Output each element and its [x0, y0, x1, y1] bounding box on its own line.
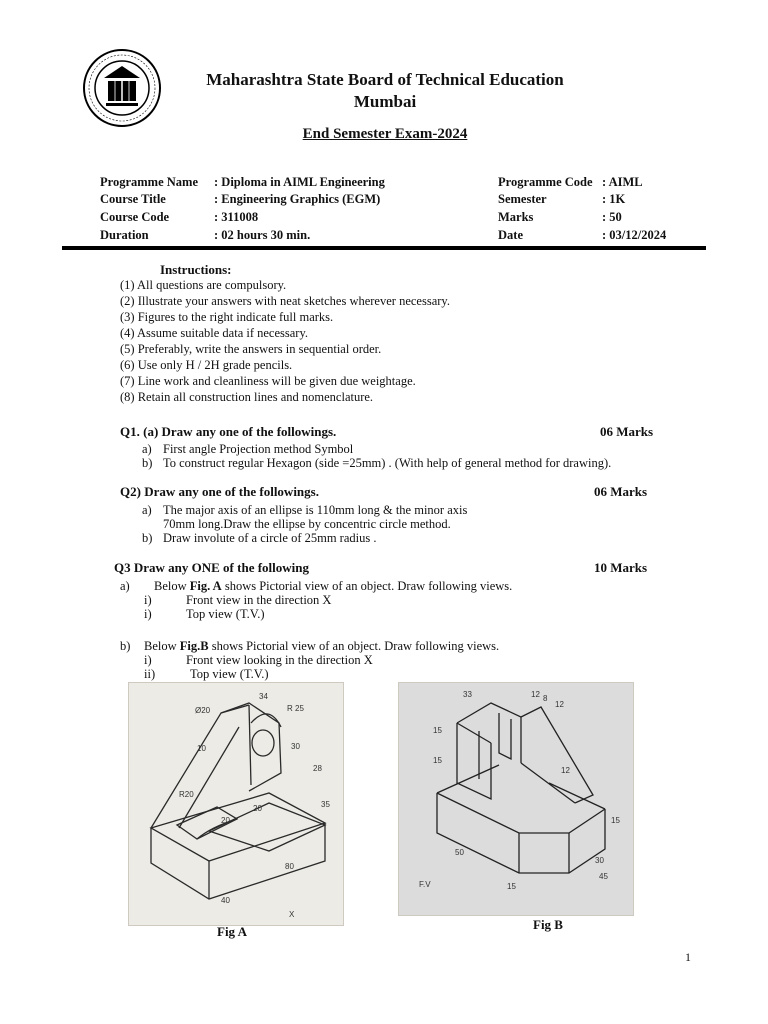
dim-15-d: 15: [507, 882, 516, 891]
meta-right-label-0: Programme Code: [498, 175, 593, 189]
q3-a-ii-text: Top view (T.V.): [186, 607, 265, 621]
dim-28: 28: [313, 764, 322, 773]
dim-40: 40: [221, 896, 230, 905]
q2-b-label: b): [142, 531, 153, 545]
dim-15-a: 15: [433, 726, 442, 735]
fig-b-ref: Fig.B: [179, 639, 209, 653]
dim-12-b: 12: [555, 700, 564, 709]
dim-35: 35: [321, 800, 330, 809]
q3-title: Q3 Draw any ONE of the following: [114, 560, 309, 575]
instruction-item: (6) Use only H / 2H grade pencils.: [120, 358, 293, 372]
fv-label: F.V: [419, 880, 431, 889]
instruction-item: (4) Assume suitable data if necessary.: [120, 326, 309, 340]
dim-12-c: 12: [561, 766, 570, 775]
dim-45: 45: [599, 872, 608, 881]
dim-r25: R 25: [287, 704, 304, 713]
instruction-item: (5) Preferably, write the answers in sequential order.: [120, 342, 382, 356]
q1-b-text: To construct regular Hexagon (side =25mm) . (With help of general method for drawing).: [163, 456, 612, 470]
meta-right-value-0: : AIML: [602, 175, 643, 189]
instruction-item: (1) All questions are compulsory.: [120, 278, 287, 292]
q1-title: Q1. (a) Draw any one of the followings.: [120, 424, 337, 439]
dim-34: 34: [259, 692, 268, 701]
direction-x: X: [289, 910, 295, 919]
page-number: 1: [685, 950, 691, 964]
instruction-item: (8) Retain all construction lines and nomenclature.: [120, 390, 374, 404]
meta-left-label-2: Course Code: [100, 210, 170, 224]
dim-50: 50: [455, 848, 464, 857]
dim-33: 33: [463, 690, 472, 699]
q3-b-ii-text: Top view (T.V.): [190, 667, 269, 681]
msbte-logo: [82, 48, 162, 128]
meta-right-label-1: Semester: [498, 192, 547, 206]
dim-80: 80: [285, 862, 294, 871]
instruction-item: (7) Line work and cleanliness will be given due weightage.: [120, 374, 416, 388]
q1-a-label: a): [142, 442, 152, 456]
figure-a-drawing: [128, 682, 344, 926]
dim-30: 30: [291, 742, 300, 751]
meta-left-label-1: Course Title: [100, 192, 166, 206]
dim-8: 8: [543, 694, 548, 703]
meta-left-value-1: : Engineering Graphics (EGM): [214, 192, 381, 206]
dim-30: 30: [595, 856, 604, 865]
fig-a-caption: Fig A: [217, 924, 247, 939]
q1-marks: 06 Marks: [600, 424, 654, 439]
q3-a-text: Below Fig. A shows Pictorial view of an object. Draw following views.: [154, 579, 513, 593]
meta-right-label-3: Date: [498, 228, 523, 242]
q3-b-i-label: i): [144, 653, 152, 667]
dim-15-c: 15: [611, 816, 620, 825]
q3-a-label: a): [120, 579, 130, 593]
instructions-list: [120, 277, 450, 405]
meta-left-value-2: : 311008: [214, 210, 259, 224]
dim-dia20: Ø20: [195, 706, 211, 715]
q3-b-text: Below Fig.B shows Pictorial view of an object. Draw following views.: [144, 639, 500, 653]
dim-20-top: 20: [253, 804, 262, 813]
instruction-item: (3) Figures to the right indicate full marks.: [120, 310, 334, 324]
board-city: Mumbai: [353, 92, 417, 111]
meta-right-value-1: : 1K: [602, 192, 626, 206]
q2-a-text-2: 70mm long.Draw the ellipse by concentric circle method.: [163, 517, 451, 531]
q3-a-i-text: Front view in the direction X: [186, 593, 332, 607]
q1-a-text: First angle Projection method Symbol: [163, 442, 354, 456]
q3-a-i-label: i): [144, 593, 152, 607]
q3-a-ii-label: i): [144, 607, 152, 621]
instructions-title: Instructions:: [160, 262, 232, 277]
q1-b-label: b): [142, 456, 153, 470]
meta-left-value-0: : Diploma in AIML Engineering: [214, 175, 385, 189]
header-divider: [62, 246, 706, 250]
dim-15-b: 15: [433, 756, 442, 765]
meta-left-label-0: Programme Name: [100, 175, 198, 189]
q2-b-text: Draw involute of a circle of 25mm radius .: [163, 531, 377, 545]
dim-10: 10: [197, 744, 206, 753]
q2-a-label: a): [142, 503, 152, 517]
meta-left-label-3: Duration: [100, 228, 149, 242]
dim-12-a: 12: [531, 690, 540, 699]
board-name: Maharashtra State Board of Technical Education: [206, 70, 564, 89]
q2-title: Q2) Draw any one of the followings.: [120, 484, 319, 499]
instruction-item: (2) Illustrate your answers with neat sketches wherever necessary.: [120, 294, 450, 308]
q3-b-i-text: Front view looking in the direction X: [186, 653, 373, 667]
meta-right-label-2: Marks: [498, 210, 534, 224]
meta-right-value-2: : 50: [602, 210, 622, 224]
dim-20-slot: 20: [221, 816, 230, 825]
fig-b-caption: Fig B: [533, 917, 563, 932]
exam-title: End Semester Exam-2024: [302, 126, 468, 142]
q2-marks: 06 Marks: [594, 484, 648, 499]
q3-b-ii-label: ii): [144, 667, 156, 681]
figure-b-drawing: [398, 682, 634, 916]
meta-left-value-3: : 02 hours 30 min.: [214, 228, 311, 242]
fig-a-ref: Fig. A: [189, 579, 222, 593]
meta-right-value-3: : 03/12/2024: [602, 228, 667, 242]
q3-b-label: b): [120, 639, 131, 653]
q3-marks: 10 Marks: [594, 560, 648, 575]
dim-r20: R20: [179, 790, 194, 799]
q2-a-text-1: The major axis of an ellipse is 110mm long & the minor axis: [163, 503, 468, 517]
